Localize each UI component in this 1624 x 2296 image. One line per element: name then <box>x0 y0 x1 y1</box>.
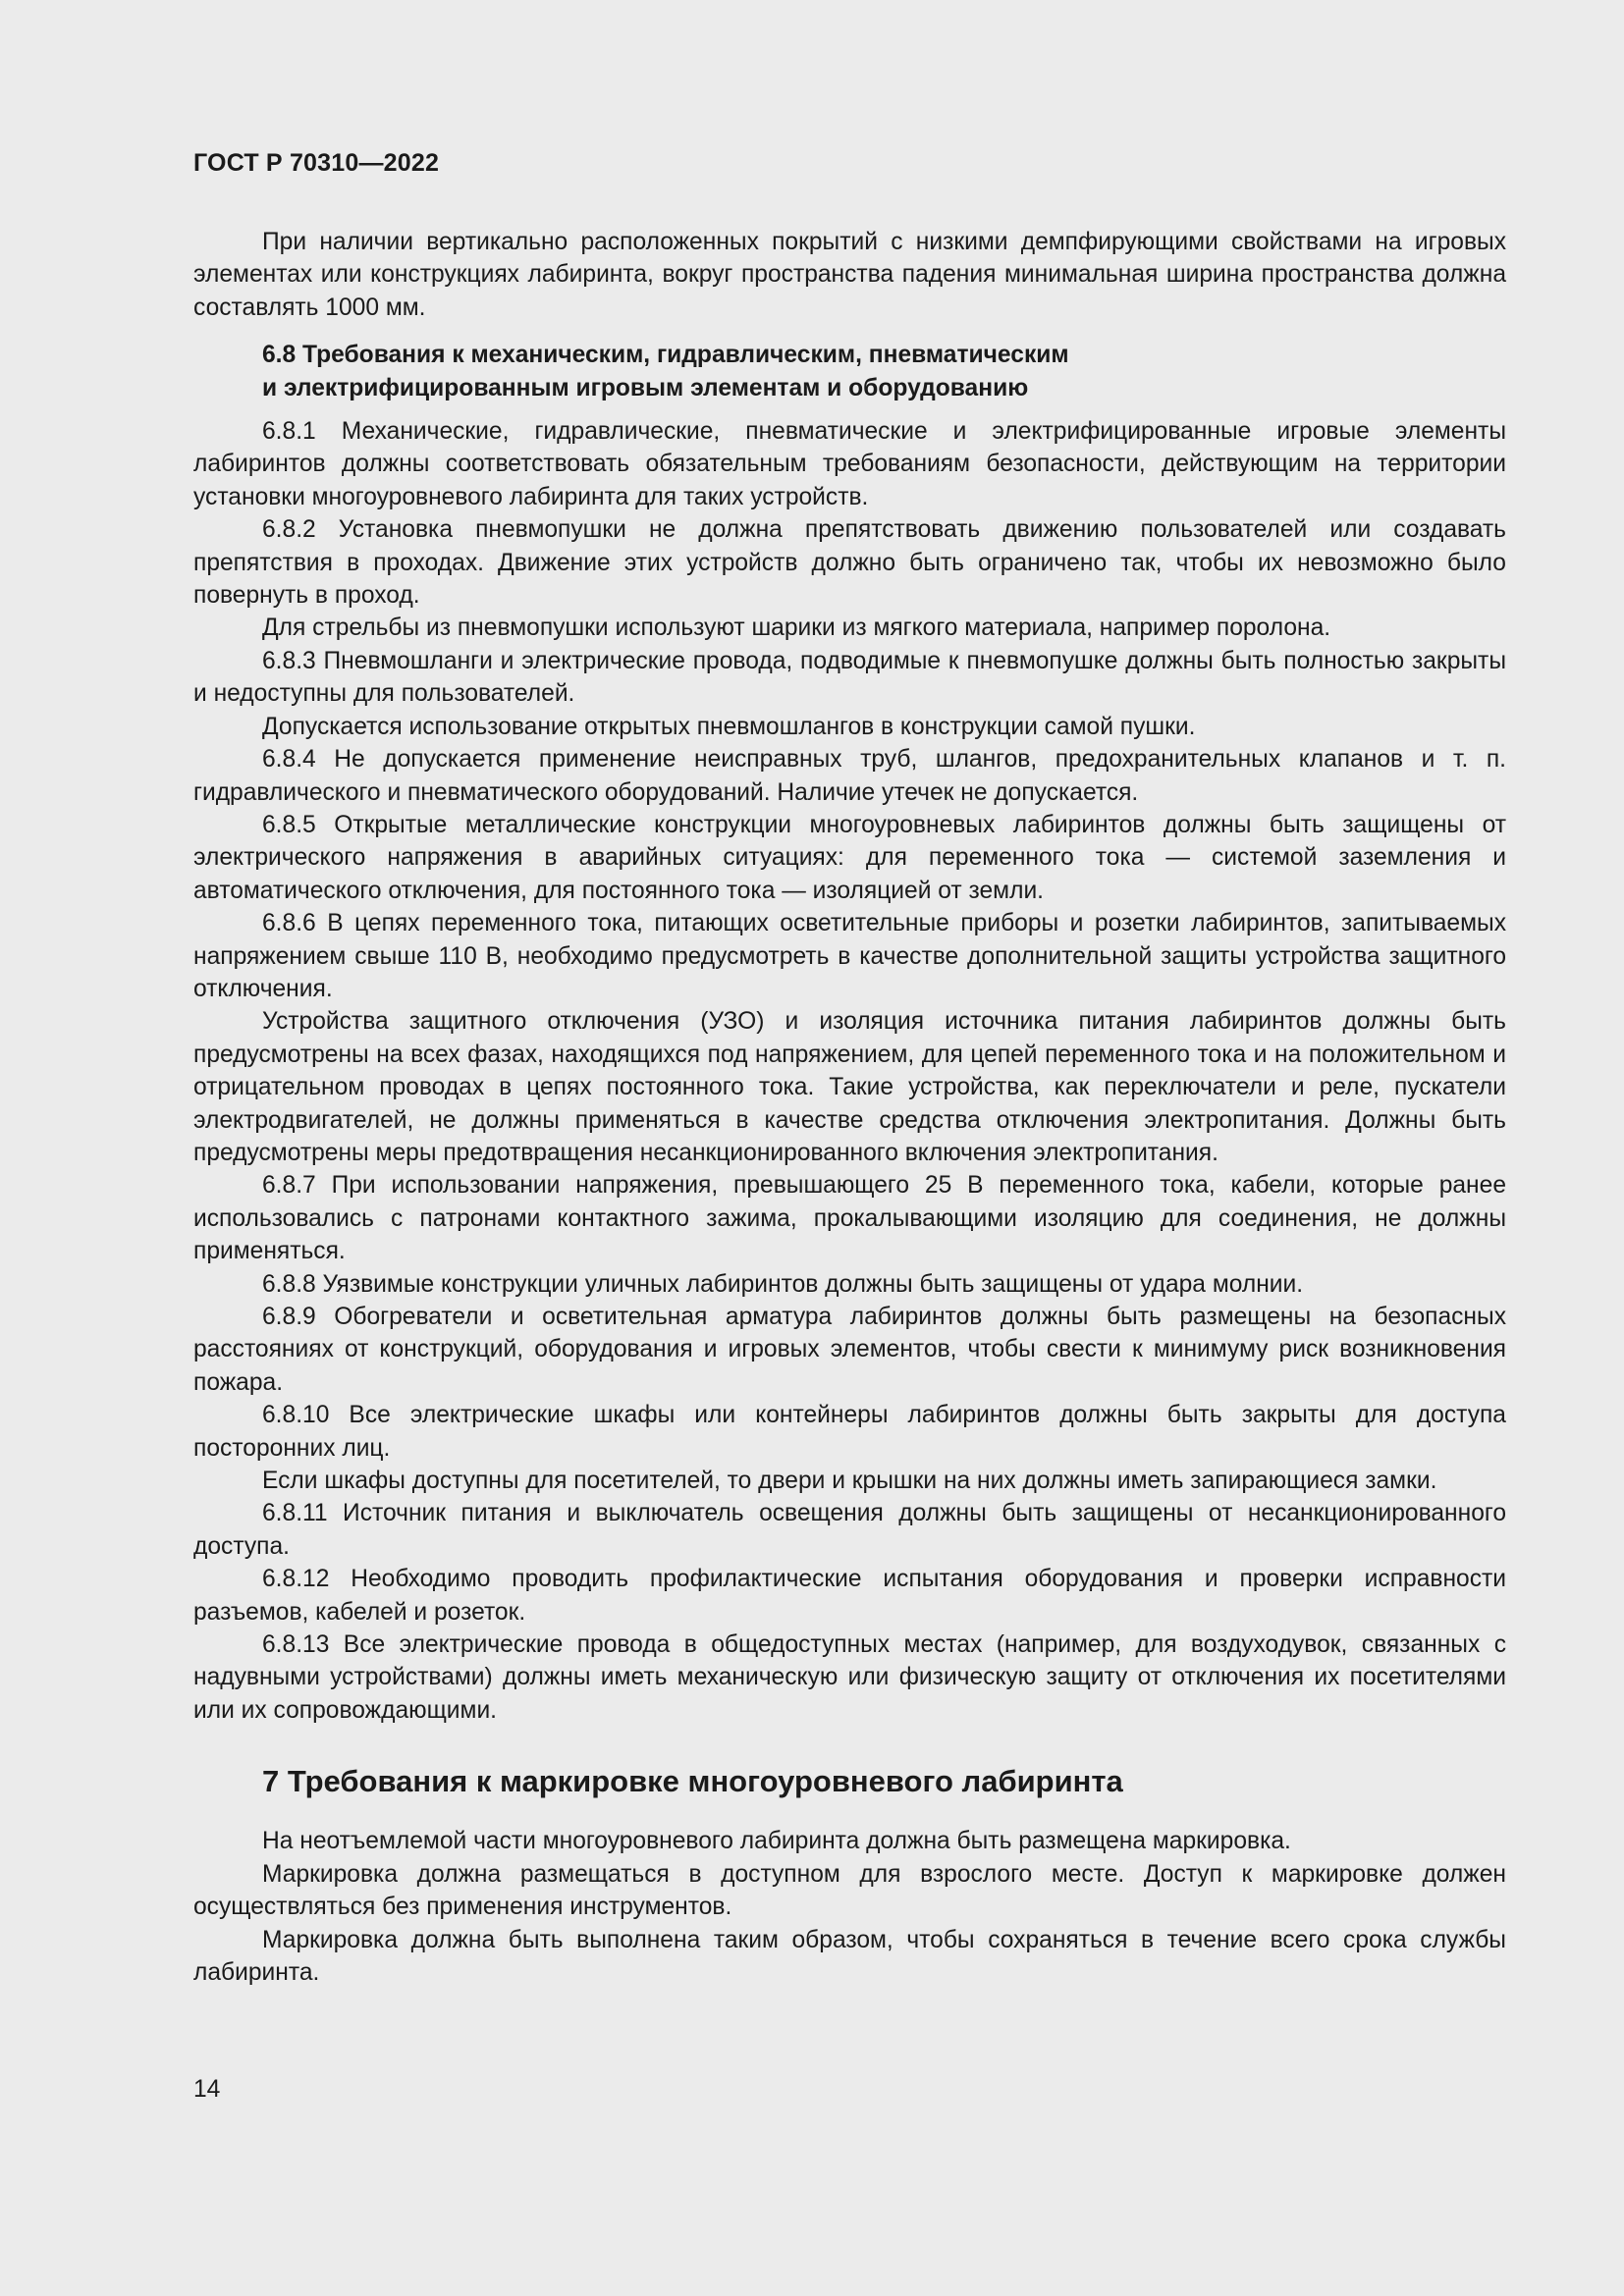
section-spacer <box>193 1727 1506 1748</box>
paragraph-pneumogun-balls: Для стрельбы из пневмопушки используют шарики из мягкого материала, например поролона. <box>262 614 1331 642</box>
subsection-heading-line-1: 6.8 Требования к механическим, гидравлическим, пневматическим <box>262 342 1069 369</box>
clause-6-8-12: 6.8.12 Необходимо проводить профилактические испытания оборудования и проверки исправности разъемов, кабелей и розеток. <box>193 1566 1513 1626</box>
clause-6-8-7: 6.8.7 При использовании напряжения, превышающего 25 В переменного тока, кабели, которые ранее использовались с патронами контактного зажима, прокалывающими изоляцию для соединения, не должны применяться. <box>193 1172 1513 1265</box>
clause-6-8-2: 6.8.2 Установка пневмопушки не должна препятствовать движению пользователей или создавать препятствия в проходах. Движение этих устройств должно быть ограничено так, чтобы их невозможно было повернуть в проход. <box>193 516 1513 610</box>
clause-6-8-5: 6.8.5 Открытые металлические конструкции многоуровневых лабиринтов должны быть защищены от электрического напряжения в аварийных ситуациях: для переменного тока — системой заземления и автоматического отключения, для постоянного тока — изоляцией от земли. <box>193 811 1513 904</box>
clause-6-8-4: 6.8.4 Не допускается применение неисправных труб, шлангов, предохранительных клапанов и т. п. гидравлического и пневматического оборудований. Наличие утечек не допускается. <box>193 746 1513 806</box>
section-7-paragraph-2: Маркировка должна размещаться в доступном для взрослого месте. Доступ к маркировке должен осуществляться без применения инструментов. <box>193 1860 1513 1921</box>
document-body <box>193 226 1513 1989</box>
paragraph-cabinet-locks: Если шкафы доступны для посетителей, то двери и крышки на них должны иметь запирающиеся замки. <box>262 1468 1437 1495</box>
subsection-heading-6-8 <box>262 339 1506 404</box>
clause-6-8-13: 6.8.13 Все электрические провода в общедоступных местах (например, для воздуходувок, связанных с надувными устройствами) должны иметь механическую или физическую защиту от отключения их посетителями или их сопровождающими. <box>193 1631 1513 1724</box>
clause-6-8-6: 6.8.6 В цепях переменного тока, питающих осветительные приборы и розетки лабиринтов, запитываемых напряжением свыше 110 В, необходимо предусмотреть в качестве дополнительной защиты устройства защитного отключения. <box>193 910 1513 1002</box>
clause-6-8-8: 6.8.8 Уязвимые конструкции уличных лабиринтов должны быть защищены от удара молнии. <box>262 1270 1304 1298</box>
section-7-paragraph-3: Маркировка должна быть выполнена таким образом, чтобы сохраняться в течение всего срока службы лабиринта. <box>193 1926 1513 1986</box>
document-id-header: ГОСТ Р 70310—2022 <box>193 149 440 177</box>
section-7-title: 7 Требования к маркировке многоуровневого лабиринта <box>262 1764 1123 1799</box>
clause-6-8-10: 6.8.10 Все электрические шкафы или контейнеры лабиринтов должны быть закрыты для доступа посторонних лиц. <box>193 1402 1513 1462</box>
clause-6-8-9: 6.8.9 Обогреватели и осветительная арматура лабиринтов должны быть размещены на безопасных расстояниях от конструкций, оборудования и игровых элементов, чтобы свести к минимуму риск возникновения пожара. <box>193 1304 1513 1396</box>
paragraph-open-hoses: Допускается использование открытых пневмошлангов в конструкции самой пушки. <box>262 713 1196 740</box>
clause-6-8-11: 6.8.11 Источник питания и выключатель освещения должны быть защищены от несанкционированного доступа. <box>193 1500 1513 1560</box>
paragraph-intro: При наличии вертикально расположенных покрытий с низкими демпфирующими свойствами на игровых элементах или конструкциях лабиринта, вокруг пространства падения минимальная ширина пространства должна составлять 1000 мм. <box>193 229 1513 321</box>
page-number: 14 <box>193 2076 221 2103</box>
clause-6-8-3: 6.8.3 Пневмошланги и электрические провода, подводимые к пневмопушке должны быть полностью закрыты и недоступны для пользователей. <box>193 647 1513 708</box>
paragraph-uzo: Устройства защитного отключения (УЗО) и изоляция источника питания лабиринтов должны быть предусмотрены на всех фазах, находящихся под напряжением, для цепей переменного тока и на положительном и отрицательном проводах в цепях постоянного тока. Такие устройства, как переключатели и реле, пускатели электродвигателей, не должны применяться в качестве средства отключения электропитания. Должны быть предусмотрены меры предотвращения несанкционированного включения электропитания. <box>193 1008 1513 1166</box>
clause-6-8-1: 6.8.1 Механические, гидравлические, пневматические и электрифицированные игровые элементы лабиринтов должны соответствовать обязательным требованиям безопасности, действующим на территории установки многоуровневого лабиринта для таких устройств. <box>193 418 1513 510</box>
section-7-paragraph-1: На неотъемлемой части многоуровневого лабиринта должна быть размещена маркировка. <box>262 1828 1291 1855</box>
subsection-heading-line-2: и электрифицированным игровым элементам и оборудованию <box>262 374 1029 401</box>
